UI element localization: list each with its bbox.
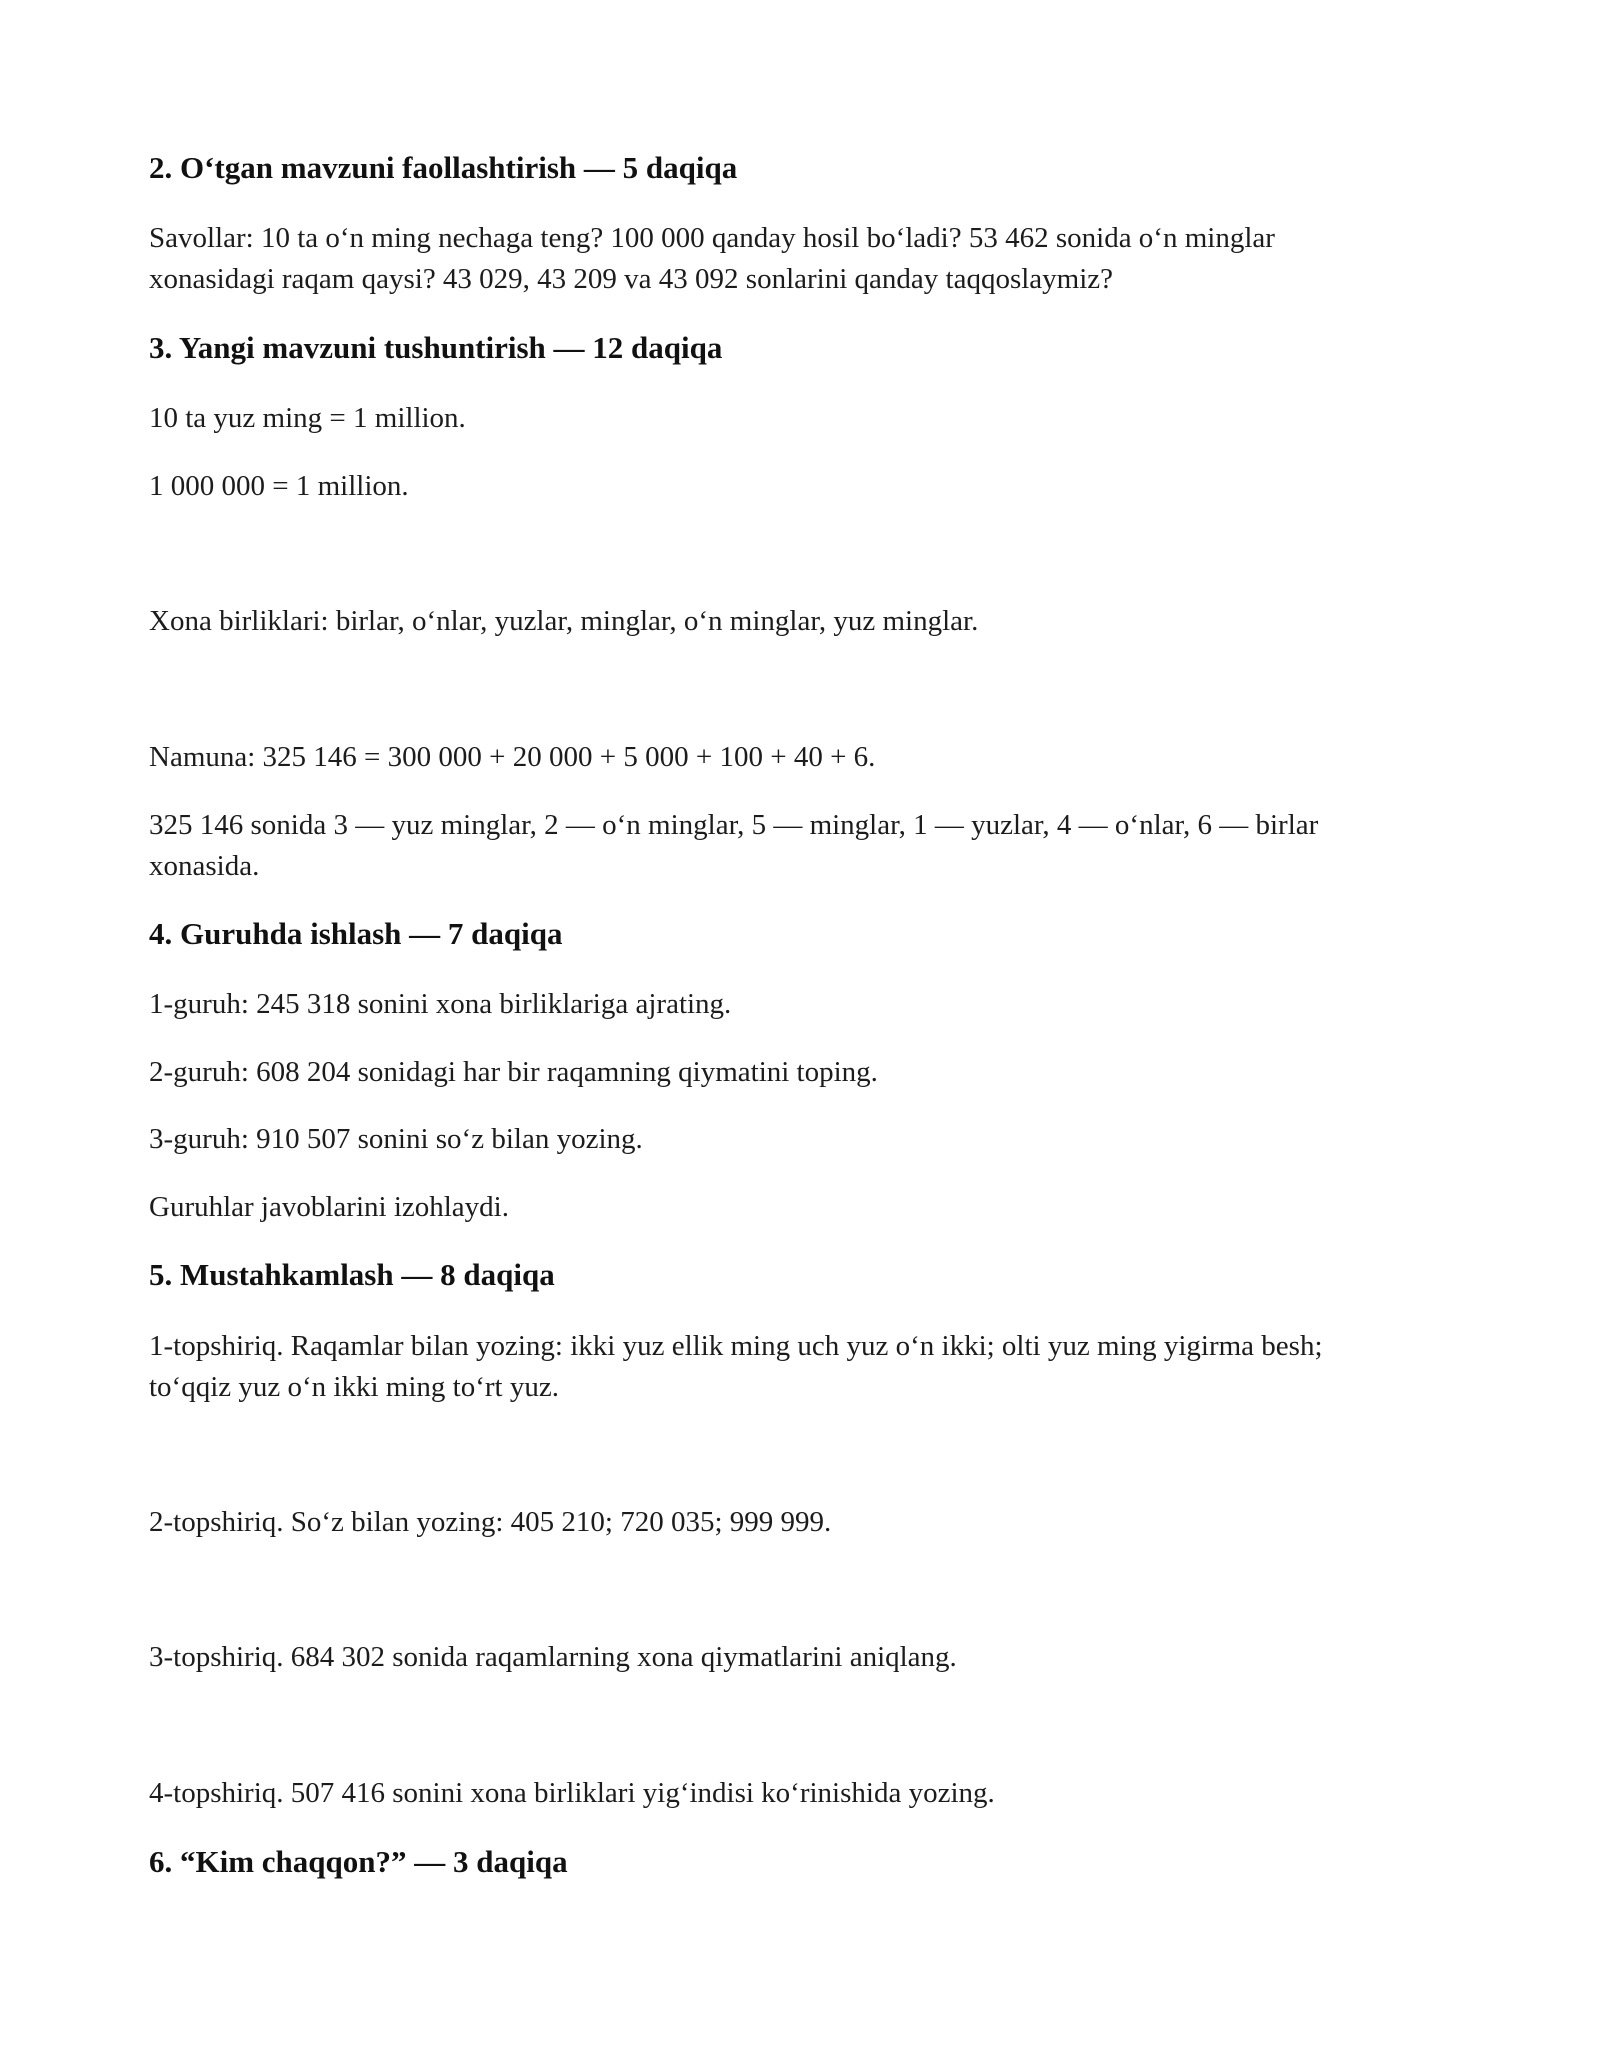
- section-heading-4: 4. Guruhda ishlash — 7 daqiqa: [149, 916, 563, 951]
- example-line: Namuna: 325 146 = 300 000 + 20 000 + 5 000 + 100 + 40 + 6.: [149, 741, 876, 773]
- task-3-line: 3-topshiriq. 684 302 sonida raqamlarning xona qiymatlarini aniqlang.: [149, 1641, 957, 1673]
- group-2-task: 2-guruh: 608 204 sonidagi har bir raqamning qiymatini toping.: [149, 1056, 878, 1088]
- group-1-task: 1-guruh: 245 318 sonini xona birliklariga ajrating.: [149, 988, 732, 1020]
- section-heading-2: 2. O‘tgan mavzuni faollashtirish — 5 daqiqa: [149, 150, 738, 185]
- task-1-line-1: 1-topshiriq. Raqamlar bilan yozing: ikki yuz ellik ming uch yuz o‘n ikki; olti yuz ming yigirma besh;: [149, 1330, 1323, 1362]
- questions-paragraph-line-1: Savollar: 10 ta o‘n ming nechaga teng? 100 000 qanday hosil bo‘ladi? 53 462 sonida o‘n minglar: [149, 222, 1275, 254]
- section-heading-5: 5. Mustahkamlash — 8 daqiqa: [149, 1257, 555, 1292]
- section-heading-3: 3. Yangi mavzuni tushuntirish — 12 daqiqa: [149, 330, 723, 365]
- task-1-line-2: to‘qqiz yuz o‘n ikki ming to‘rt yuz.: [149, 1371, 559, 1403]
- example-explanation-line-1: 325 146 sonida 3 — yuz minglar, 2 — o‘n minglar, 5 — minglar, 1 — yuzlar, 4 — o‘nlar, 6 — birlar: [149, 809, 1319, 841]
- example-explanation-line-2: xonasida.: [149, 850, 260, 882]
- groups-explain-line: Guruhlar javoblarini izohlaydi.: [149, 1191, 509, 1223]
- million-definition-line: 10 ta yuz ming = 1 million.: [149, 402, 466, 434]
- questions-paragraph-line-2: xonasidagi raqam qaysi? 43 029, 43 209 va 43 092 sonlarini qanday taqqoslaymiz?: [149, 263, 1114, 295]
- task-2-line: 2-topshiriq. So‘z bilan yozing: 405 210; 720 035; 999 999.: [149, 1506, 832, 1538]
- million-number-line: 1 000 000 = 1 million.: [149, 470, 409, 502]
- task-4-line: 4-topshiriq. 507 416 sonini xona birliklari yig‘indisi ko‘rinishida yozing.: [149, 1777, 995, 1809]
- section-heading-6: 6. “Kim chaqqon?” — 3 daqiqa: [149, 1844, 568, 1879]
- group-3-task: 3-guruh: 910 507 sonini so‘z bilan yozing.: [149, 1123, 643, 1155]
- place-values-line: Xona birliklari: birlar, o‘nlar, yuzlar, minglar, o‘n minglar, yuz minglar.: [149, 605, 979, 637]
